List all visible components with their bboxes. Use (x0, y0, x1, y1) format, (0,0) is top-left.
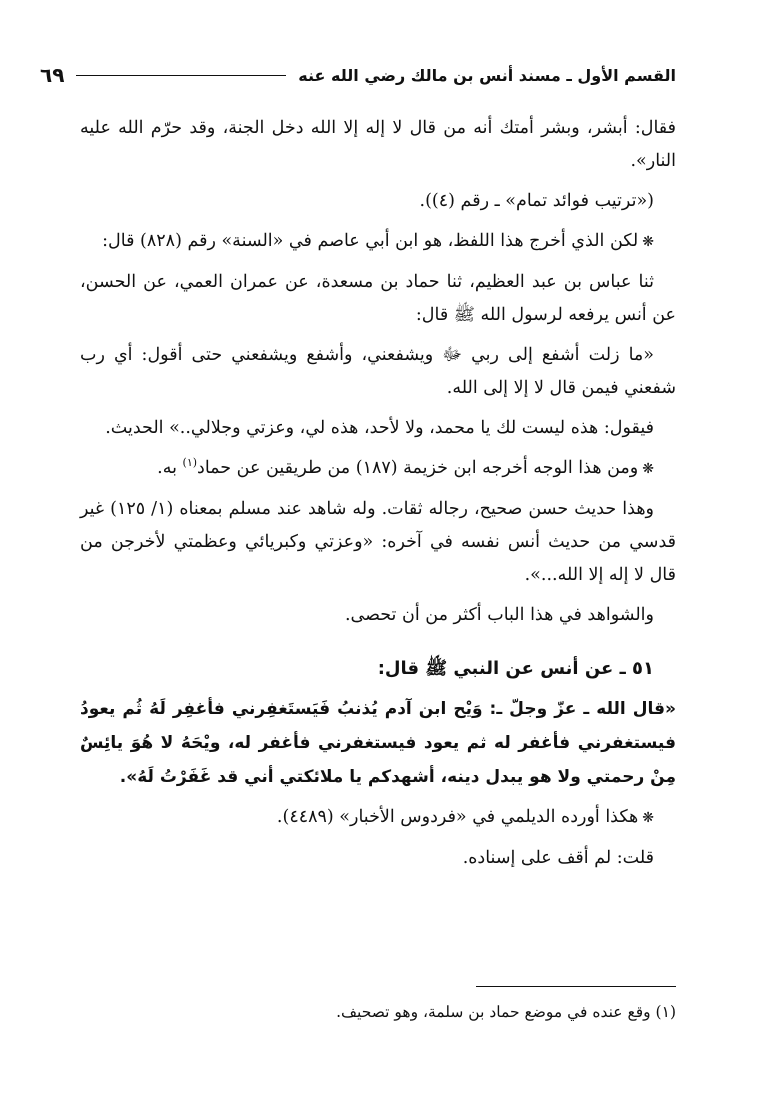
footnote-number: (١) (655, 1003, 676, 1021)
paragraph-7-tail: به. (157, 458, 177, 478)
paragraph-7-text: ومن هذا الوجه أخرجه ابن خزيمة (١٨٧) من طريقين عن حماد (197, 458, 639, 478)
paragraph-6: فيقول: هذه ليست لك يا محمد، ولا لأحد، هذه لي، وعزتي وجلالي..» الحديث. (105, 418, 654, 438)
paragraph-8: وهذا حديث حسن صحيح، رجاله ثقات. وله شاهد عند مسلم بمعناه (١/ ١٢٥) غير قدسي من حديث أنس نفسه في آخره: «وعزتي وكبريائي وعظمتي لأخرجن من قال لا إله إلا الله...». (80, 499, 676, 585)
header-rule (76, 75, 286, 76)
running-header (40, 58, 676, 92)
paragraph-7 (80, 452, 676, 486)
hadith-source (80, 801, 676, 835)
footnote-text: وقع عنده في موضع حماد بن سلمة، وهو تصحيف. (336, 1003, 651, 1021)
paragraph-3 (80, 225, 676, 259)
bullet-icon: ❋ (642, 234, 654, 250)
bullet-icon: ❋ (642, 810, 654, 826)
footnote-marker: (١) (182, 456, 198, 470)
footnote-rule (476, 986, 676, 987)
footnote (80, 998, 676, 1026)
paragraph-4: ثنا عباس بن عبد العظيم، ثنا حماد بن مسعدة، عن عمران العمي، عن الحسن، عن أنس يرفعه لرسول الله ﷺ قال: (80, 272, 676, 325)
paragraph-5: «ما زلت أشفع إلى ربي ﷻ ويشفعني، وأشفع ويشفعني حتى أقول: أي رب شفعني فيمن قال لا إلا إلى الله. (80, 345, 676, 398)
paragraph-2: («ترتيب فوائد تمام» ـ رقم (٤)). (419, 191, 654, 211)
bullet-icon: ❋ (642, 461, 654, 477)
page-number: ٦٩ (40, 63, 65, 87)
paragraph-9: والشواهد في هذا الباب أكثر من أن تحصى. (344, 605, 654, 625)
hadith-note: قلت: لم أقف على إسناده. (462, 848, 654, 868)
paragraph-1: فقال: أبشر، وبشر أمتك أنه من قال لا إله إلا الله دخل الجنة، وقد حرّم الله عليه النار». (80, 118, 676, 171)
body-text (80, 112, 676, 882)
paragraph-3-text: لكن الذي أخرج هذا اللفظ، هو ابن أبي عاصم في «السنة» رقم (٨٢٨) قال: (102, 231, 639, 251)
running-title: القسم الأول ـ مسند أنس بن مالك رضي الله عنه (298, 65, 676, 85)
hadith-text: «قال الله ـ عزّ وجلّ ـ: وَيْح ابن آدم يُذنبُ فَيَستَغفِرني فأغفِر لَهُ ثُم يعودُ فيستغفرني فأغفر له ثم يعود فيستغفرني فأغفر له، ويْحَهُ لا هُوَ يائِسٌ مِنْ رحمتي ولا هو يبدل دينه، أشهدكم يا ملائكتي أني قد غَفَرْتُ لَهُ». (80, 699, 676, 787)
hadith-source-text: هكذا أورده الديلمي في «فردوس الأخبار» (٤٤٨٩). (276, 807, 639, 827)
hadith-heading: ٥١ ـ عن أنس عن النبي ﷺ قال: (377, 658, 654, 679)
